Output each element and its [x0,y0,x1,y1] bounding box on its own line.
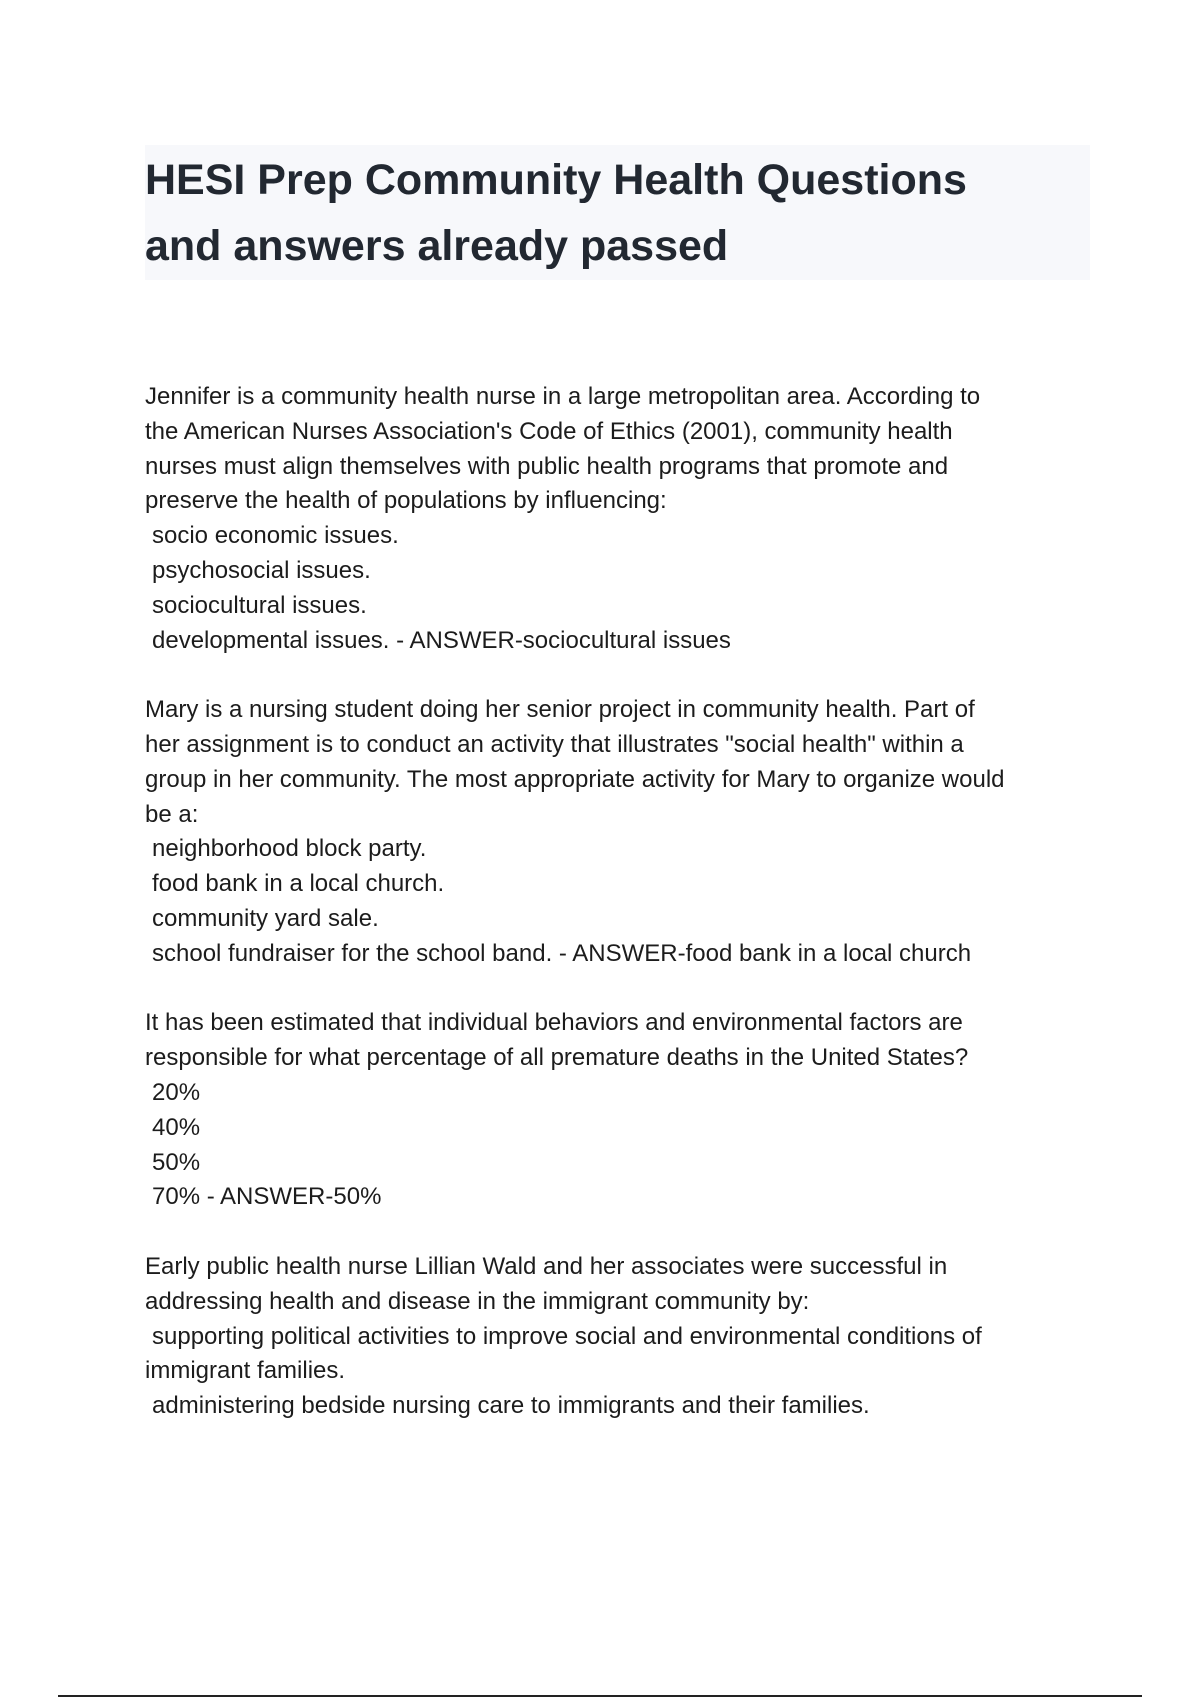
question-block [145,380,1090,658]
question-stem-line: the American Nurses Association's Code of Ethics (2001), community health [145,417,953,445]
question-stem-line: group in her community. The most appropriate activity for Mary to organize would [145,765,1005,793]
answer-option: psychosocial issues. [152,556,371,584]
question-stem-line: nurses must align themselves with public health programs that promote and [145,452,949,480]
answer-option: 40% [152,1113,201,1141]
question-stem-line: her assignment is to conduct an activity that illustrates "social health" within a [145,730,964,758]
answer-option: neighborhood block party. [152,835,427,863]
answer-option-with-answer: developmental issues. - ANSWER-sociocultural issues [152,626,731,654]
question-stem-line: Jennifer is a community health nurse in a large metropolitan area. According to [145,383,981,410]
question-stem-line: Mary is a nursing student doing her senior project in community health. Part of [145,696,975,724]
answer-option: supporting political activities to improve social and environmental conditions of [152,1322,982,1350]
answer-option: sociocultural issues. [152,591,367,619]
footer-divider [58,1695,1142,1697]
question-stem-line: preserve the health of populations by influencing: [145,487,667,515]
answer-option-with-answer: 70% - ANSWER-50% [152,1183,382,1211]
answer-option: socio economic issues. [152,522,399,550]
title-line: HESI Prep Community Health Questions [145,156,967,204]
question-block [145,1250,1090,1424]
answer-option-with-answer: school fundraiser for the school band. - ANSWER-food bank in a local church [152,939,972,967]
answer-option-continuation: immigrant families. [145,1357,346,1385]
question-stem-line: It has been estimated that individual behaviors and environmental factors are [145,1009,963,1037]
title-line: and answers already passed [145,222,729,270]
answer-option: 50% [152,1148,201,1176]
question-stem-line: be a: [145,800,199,828]
answer-option: food bank in a local church. [152,870,445,898]
answer-option: 20% [152,1078,201,1106]
answer-option: community yard sale. [152,904,379,932]
document-title [145,147,1075,279]
question-stem-line: responsible for what percentage of all premature deaths in the United States? [145,1044,969,1072]
question-block [145,1006,1090,1215]
answer-option: administering bedside nursing care to immigrants and their families. [152,1392,870,1420]
question-block [145,693,1090,971]
question-stem-line: Early public health nurse Lillian Wald and her associates were successful in [145,1252,948,1280]
question-stem-line: addressing health and disease in the immigrant community by: [145,1287,810,1315]
question-list [145,380,1090,1459]
